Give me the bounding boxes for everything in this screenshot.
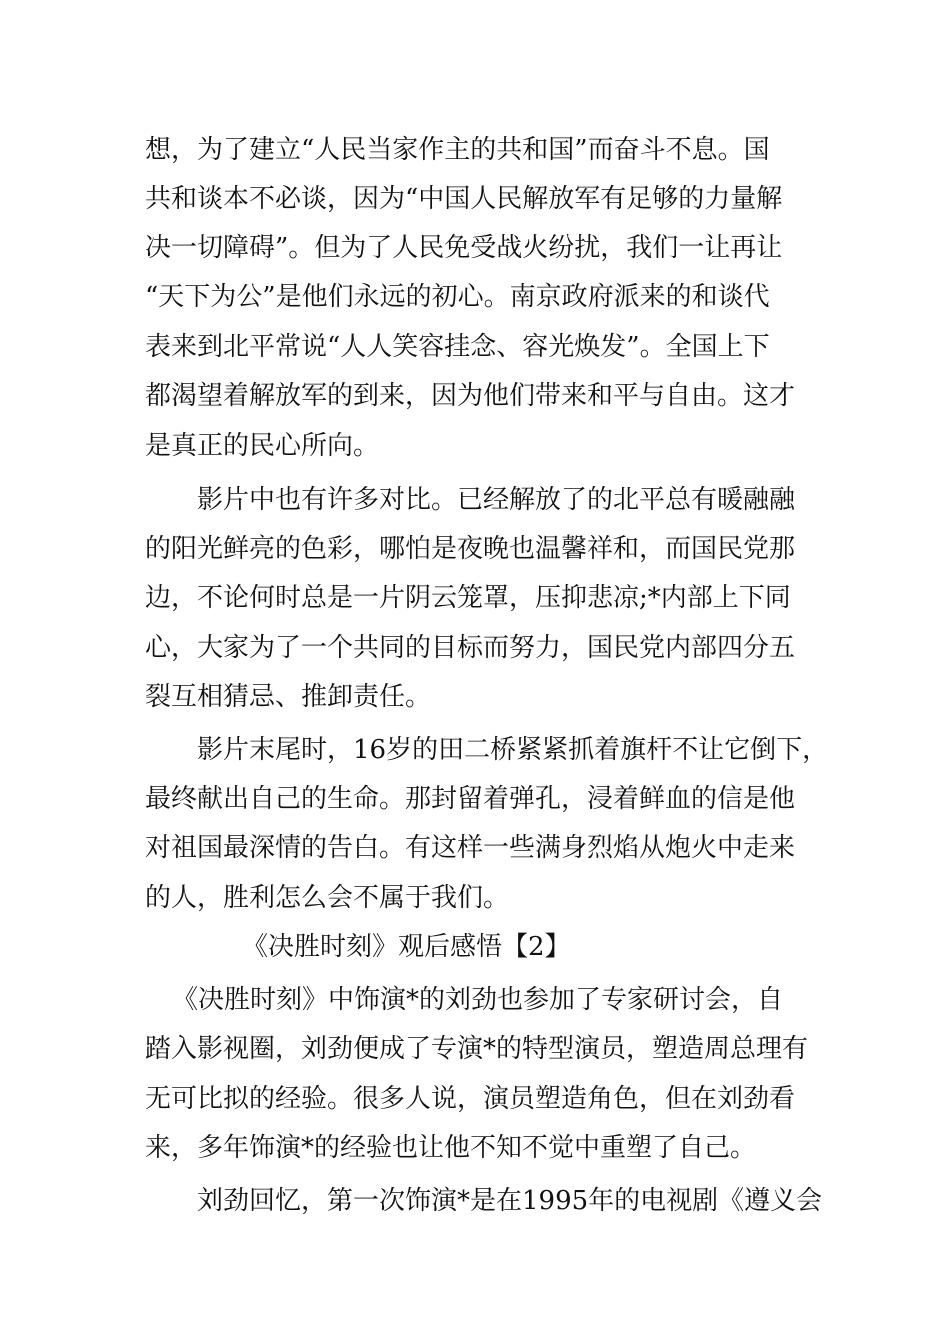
text-line: 是真正的民心所向。: [145, 431, 380, 461]
text-line: 表来到北平常说“人人笑容挂念、容光焕发”。全国上下: [145, 332, 770, 362]
text-line: 最终献出自己的生命。那封留着弹孔，浸着鲜血的信是他: [145, 784, 796, 814]
text-line: 都渴望着解放军的到来，因为他们带来和平与自由。这才: [145, 381, 796, 411]
text-line: 对祖国最深情的告白。有这样一些满身烈焰从炮火中走来: [145, 833, 796, 863]
text-line: 踏入影视圈，刘劲便成了专演*的特型演员，塑造周总理有: [145, 1034, 809, 1064]
text-line: 无可比拟的经验。很多人说，演员塑造角色，但在刘劲看: [145, 1084, 796, 1114]
text-line: “天下为公”是他们永远的初心。南京政府派来的和谈代: [145, 282, 770, 312]
paragraph-first-line: 刘劲回忆，第一次饰演*是在1995年的电视剧《遵义会: [197, 1186, 823, 1216]
text-line: 边，不论何时总是一片阴云笼罩，压抑悲凉;*内部上下同: [145, 583, 791, 613]
text-line: 共和谈本不必谈，因为“中国人民解放军有足够的力量解: [145, 184, 783, 214]
text-line: 的人，胜利怎么会不属于我们。: [145, 883, 510, 913]
text-line: 的阳光鲜亮的色彩，哪怕是夜晚也温馨祥和，而国民党那: [145, 534, 796, 564]
paragraph-first-line: 影片末尾时，16岁的田二桥紧紧抓着旗杆不让它倒下，: [197, 735, 829, 765]
text-line: 心，大家为了一个共同的目标而努力，国民党内部四分五: [145, 633, 796, 663]
paragraph-first-line: 影片中也有许多对比。已经解放了的北平总有暖融融: [197, 485, 796, 515]
text-line: 决一切障碍”。但为了人民免受战火纷扰，我们一让再让: [145, 233, 783, 263]
text-line: 来，多年饰演*的经验也让他不知不觉中重塑了自己。: [145, 1133, 757, 1163]
section-heading: 《决胜时刻》观后感悟【2】: [242, 932, 571, 962]
text-line: 裂互相猜忌、推卸责任。: [145, 682, 432, 712]
paragraph-first-line: 《决胜时刻》中饰演*的刘劲也参加了专家研讨会，自: [172, 985, 784, 1015]
text-line: 想，为了建立“人民当家作主的共和国”而奋斗不息。国: [145, 135, 770, 165]
